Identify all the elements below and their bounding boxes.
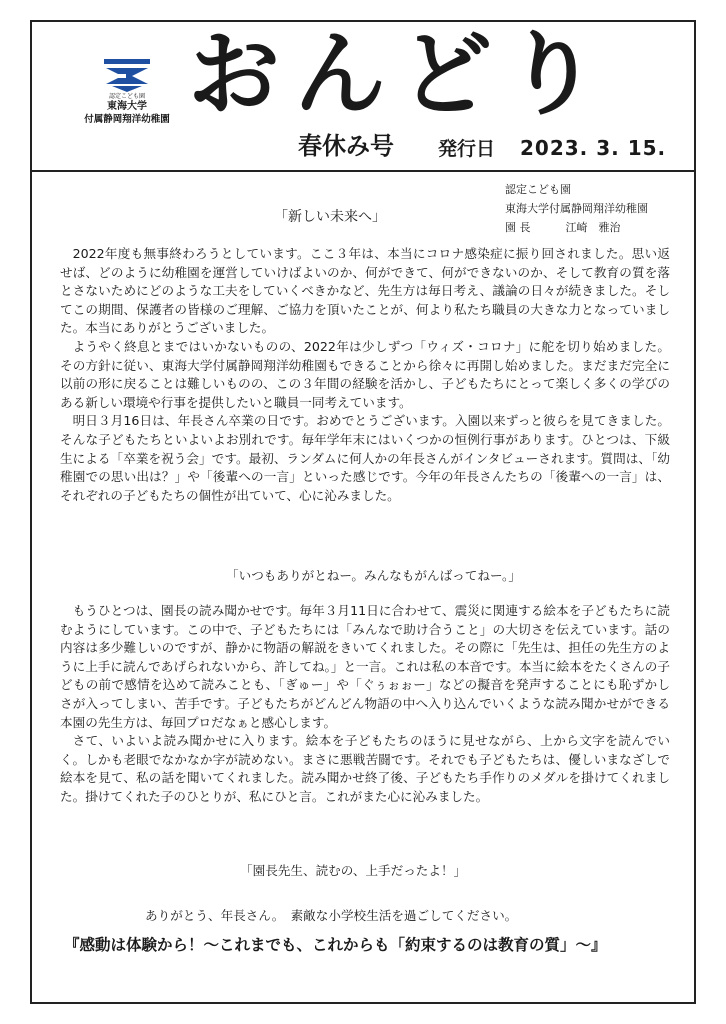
issue-name: 春休み号 xyxy=(298,132,394,160)
author-org2: 東海大学付属静岡翔洋幼稚園 xyxy=(505,202,648,215)
author-name: 江崎 雅治 xyxy=(565,221,621,234)
quote-children: 「いつもありがとねー。みんなもがんばってねー。」 xyxy=(226,568,521,583)
school-logo xyxy=(84,58,170,128)
logo-small-text: 認定こども園 xyxy=(108,93,145,100)
date-value: 2023. 3. 15. xyxy=(520,136,667,160)
paragraph: 2022年度も無事終わろうとしています。ここ３年は、本当にコロナ感染症に振り回されました。思い返せば、どのように幼稚園を運営していけばよいのか、何ができて、何ができないのか、そして教育の質を落とさないためにどのような工夫をしていくべきかなど、先生方は毎日考え、議論の日々が続きました。そしてこの期間、保護者の皆様のご理解、ご協力を頂いたことが、何より私たち職員の大きな力となっていました。本当にありがとうございました。 xyxy=(60,246,670,336)
author-role: 園 長 xyxy=(505,221,531,234)
header-divider xyxy=(30,170,696,172)
article-body-part2 xyxy=(60,602,670,807)
author-block xyxy=(505,180,648,237)
closing-message: ありがとう、年長さん。 素敵な小学校生活を過ごしてください。 xyxy=(145,908,518,923)
date-label: 発行日 xyxy=(438,138,496,160)
article-body-part1 xyxy=(60,245,670,505)
quote-principal: 「園長先生、読むの、上手だったよ！」 xyxy=(240,863,467,878)
author-org1: 認定こども園 xyxy=(505,183,571,196)
newsletter-title: おんどり xyxy=(188,21,613,128)
logo-school-name: 付属静岡翔洋幼稚園 xyxy=(84,114,170,125)
paragraph: 明日３月16日は、年長さん卒業の日です。おめでとうございます。入園以来ずっと彼らを見てきました。そんな子どもたちといよいよお別れです。毎年学年末にはいくつかの恒例行事があります。ひとつは、下級生による「卒業を祝う会」です。最初、ランダムに何人かの年長さんがインタビューされます。質問は、「幼稚園での思い出は？」や「後輩への一言」といった感じです。今年の年長さんたちの「後輩への一言」は、それぞれの子どもたちの個性が出ていて、心に沁みました。 xyxy=(60,413,670,503)
paragraph: もうひとつは、園長の読み聞かせです。毎年３月11日に合わせて、震災に関連する絵本を子どもたちに読むようにしています。この中で、子どもたちには「みんなで助け合うこと」の大切さを伝えています。話の内容は多少難しいのですが、静かに物語の解説をきいてくれました。その際に「先生は、担任の先生方のように上手に読んであげられないから、許してね。」と一言。これは私の本音です。本当に絵本をたくさんの子どもの前で感情を込めて読みことも、「ぎゅー」や「ぐぅぉぉー」などの擬音を発声することにも恥ずかしさが入ってしまい、苦手です。子どもたちがどんどん物語の中へ入り込んでいくような読み聞かせができる本園の先生方は、毎回プロだなぁと感心します。 xyxy=(60,603,670,730)
page-frame xyxy=(30,20,696,1004)
paragraph: さて、いよいよ読み聞かせに入ります。絵本を子どもたちのほうに見せながら、上から文字を読んでいく。しかも老眼でなかなか字が読めない。まさに悪戦苦闘です。それでも子どもたちは、優しいまなざしで絵本を見て、私の話を聞いてくれました。読み聞かせ終了後、子どもたち手作りのメダルを掛けてくれました。掛けてくれた子のひとりが、私にひと言。これがまた心に沁みました。 xyxy=(60,733,670,804)
article-heading: 「新しい未来へ」 xyxy=(274,209,386,225)
paragraph: ようやく終息とまではいかないものの、2022年は少しずつ「ウィズ・コロナ」に舵を切り始めました。その方針に従い、東海大学付属静岡翔洋幼稚園もできることから徐々に再開し始めました。まだまだ完全に以前の形に戻ることは難しいものの、この３年間の経験を活かし、子どもたちにとって楽しく多くの学びのある新しい環境や行事を提供したいと職員一同考えています。 xyxy=(60,338,670,410)
school-emblem-icon xyxy=(102,58,152,92)
logo-university: 東海大学 xyxy=(107,101,147,112)
author-line xyxy=(505,218,648,237)
school-motto: 『感動は体験から！～これまでも、これからも「約束するのは教育の質」～』 xyxy=(64,936,607,954)
